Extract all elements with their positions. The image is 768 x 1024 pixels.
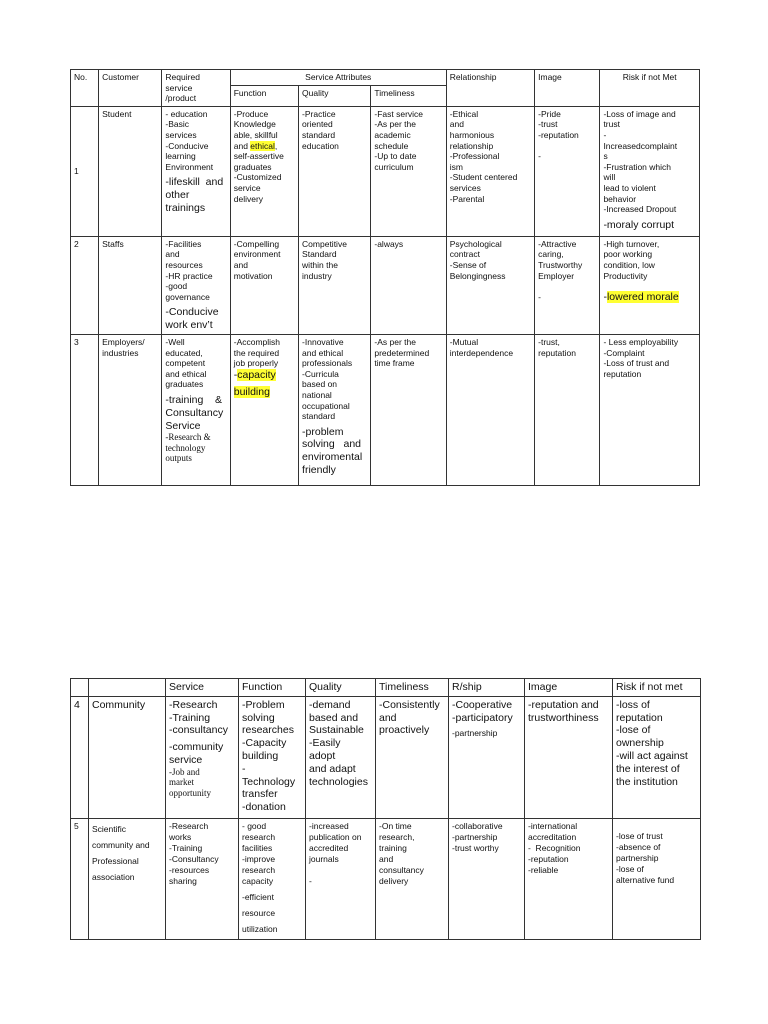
header-relationship: Relationship	[446, 70, 534, 107]
cell-line: graduates	[233, 161, 272, 172]
cell-line: -Cooperative	[452, 698, 513, 711]
cell-line: Trustworthy	[538, 259, 583, 270]
timeliness-cell	[376, 696, 449, 818]
relationship-cell	[446, 236, 534, 334]
cell-line: -community	[169, 741, 224, 754]
cell-line: -lose of	[616, 863, 644, 874]
cell-line: Psychological	[449, 238, 502, 249]
cell-line: -collaborative	[452, 820, 503, 831]
cell-line: -Problem	[242, 698, 285, 711]
cell-line: capacity	[242, 875, 274, 886]
cell-line: -Conducive	[165, 140, 209, 151]
header-quality: Quality	[306, 679, 376, 697]
cell-line: Increasedcomplaint	[603, 140, 678, 151]
cell-line: technologies	[309, 775, 368, 788]
cell-line: -reputation	[528, 853, 569, 864]
relationship-cell	[449, 818, 525, 939]
highlighted-text: lowered morale	[606, 291, 679, 304]
cell-line: -Fast service	[374, 108, 424, 119]
table-row-community	[71, 696, 701, 818]
cell-line: schedule	[374, 140, 409, 151]
cell-line: /product	[165, 93, 197, 104]
cell-line: -donation	[242, 801, 286, 814]
cell-line: -As per the	[374, 119, 416, 130]
cell-line: -lifeskill and	[165, 176, 224, 189]
cell-line: training	[379, 842, 407, 853]
risk-cell	[613, 818, 701, 939]
cell-line: technology	[165, 442, 206, 453]
cell-line: association	[92, 871, 135, 882]
cell-line: Consultancy	[165, 406, 224, 419]
cell-line: curriculum	[374, 161, 414, 172]
risk-cell	[600, 334, 700, 485]
cell-line: ism	[449, 161, 463, 172]
cell-line: -Loss of trust and	[603, 358, 670, 369]
cell-line: transfer	[242, 788, 278, 801]
cell-line: resources	[165, 259, 203, 270]
cell-line: -demand	[309, 698, 351, 711]
timeliness-cell	[371, 334, 446, 485]
cell-line: self-assertive	[233, 151, 284, 162]
cell-line: friendly	[302, 464, 336, 477]
cell-line: building	[242, 749, 279, 762]
cell-line: -Compelling	[233, 238, 280, 249]
cell-line: -absence of	[616, 841, 661, 852]
cell-line	[309, 865, 372, 876]
cell-line: s	[603, 151, 608, 162]
cell-line: adopt	[309, 749, 336, 762]
header-service: Service	[166, 679, 239, 697]
customer-cell: Community	[89, 696, 166, 818]
cell-line: -partnership	[452, 831, 498, 842]
image-cell	[535, 106, 600, 236]
cell-line: service	[169, 753, 203, 766]
cell-line: education	[302, 140, 339, 151]
cell-line: -Produce	[233, 108, 269, 119]
cell-line: partnership	[616, 852, 659, 863]
header-no: No.	[71, 70, 99, 107]
cell-line: trainings	[165, 201, 206, 214]
customer-cell: Staffs	[99, 236, 162, 334]
cell-line: -Job and	[169, 766, 200, 777]
table-row-student	[71, 106, 700, 236]
cell-line: -reputation	[538, 129, 579, 140]
cell-line: ownership	[616, 737, 664, 750]
cell-line: utilization	[242, 923, 278, 934]
header-image: Image	[535, 70, 600, 107]
cell-line: -lose of trust	[616, 830, 663, 841]
cell-line: -Sense of	[449, 259, 487, 270]
image-cell	[525, 696, 613, 818]
header-image: Image	[525, 679, 613, 697]
header-function: Function	[239, 679, 306, 697]
cell-line: standard	[302, 129, 336, 140]
cell-line	[538, 281, 596, 292]
cell-line: services	[449, 182, 481, 193]
cell-line: behavior	[603, 193, 637, 204]
quality-cell	[299, 334, 371, 485]
header-function: Function	[230, 85, 298, 106]
cell-line: occupational	[302, 400, 350, 411]
cell-line: the institution	[616, 775, 678, 788]
cell-line: and	[165, 249, 180, 260]
cell-line: -always	[374, 238, 404, 249]
function-cell: -Produce Knowledge able, skillful and ethical, self-assertive graduates -Customized service delivery	[230, 106, 298, 236]
row-number: 5	[71, 818, 89, 939]
cell-line: -	[309, 875, 312, 886]
cell-line: -Mutual	[449, 336, 479, 347]
header-relationship: R/ship	[449, 679, 525, 697]
cell-line: -Up to date	[374, 151, 417, 162]
header-timeliness: Timeliness	[376, 679, 449, 697]
cell-line: work env’t	[165, 319, 213, 332]
cell-line: enviromental	[302, 451, 363, 464]
cell-line: -Conducive	[165, 306, 219, 319]
cell-line: and	[449, 119, 464, 130]
cell-line: motivation	[233, 270, 273, 281]
cell-line: works	[169, 831, 192, 842]
highlighted-text: ethical	[250, 140, 275, 151]
cell-line: -High turnover,	[603, 238, 660, 249]
cell-line: service	[165, 82, 193, 93]
relationship-cell	[446, 106, 534, 236]
cell-line: Service	[165, 419, 201, 432]
cell-line: community and	[92, 839, 150, 850]
function-cell: -Accomplish the required job properly -capacity building	[230, 334, 298, 485]
cell-line: -Training	[169, 711, 211, 724]
cell-line: standard	[302, 411, 336, 422]
cell-line: Technology	[242, 775, 296, 788]
cell-line: -Well	[165, 336, 185, 347]
cell-line: accreditation	[528, 831, 577, 842]
relationship-cell	[446, 334, 534, 485]
cell-line: -Student centered	[449, 172, 518, 183]
cell-line: -Innovative	[302, 336, 344, 347]
cell-line: able, skillful	[233, 129, 278, 140]
cell-line: national	[302, 389, 332, 400]
cell-line: -consultancy	[169, 724, 228, 737]
cell-line: educated,	[165, 347, 203, 358]
cell-line: -Research	[169, 698, 218, 711]
relationship-cell: -Cooperative -participatory -partnership	[449, 696, 525, 818]
cell-line: learning	[165, 151, 196, 162]
cell-line: -	[603, 129, 607, 140]
cell-line: - Recognition	[528, 842, 581, 853]
cell-line: -Consultancy	[169, 853, 219, 864]
cell-line: Standard	[302, 249, 337, 260]
cell-line: -improve	[242, 853, 276, 864]
cell-line: -trust worthy	[452, 842, 499, 853]
quality-cell	[299, 106, 371, 236]
cell-line: research	[242, 831, 276, 842]
cell-line: -Curricula	[302, 368, 339, 379]
cell-line: professionals	[302, 358, 353, 369]
cell-line: sharing	[169, 875, 197, 886]
cell-line: delivery	[233, 193, 264, 204]
cell-line: research,	[379, 831, 415, 842]
cell-line: caring,	[538, 249, 564, 260]
cell-line: harmonious	[449, 129, 495, 140]
table-row-employers	[71, 334, 700, 485]
cell-line: graduates	[165, 379, 204, 390]
cell-line: environment	[233, 249, 281, 260]
cell-line: - good	[242, 820, 267, 831]
row-number: 1	[71, 106, 99, 236]
cell-line: -On time	[379, 820, 412, 831]
cell-line: the required	[233, 347, 280, 358]
cell-line: solving and	[302, 438, 362, 451]
cell-line: predetermined	[374, 347, 430, 358]
cell-line: condition, low	[603, 259, 655, 270]
cell-line: Knowledge	[233, 119, 276, 130]
cell-line: and	[233, 259, 248, 270]
table-row-scientific-community	[71, 818, 701, 939]
cell-line: and	[379, 853, 394, 864]
function-cell	[230, 236, 298, 334]
highlighted-text: capacity	[237, 368, 276, 381]
service-cell	[166, 818, 239, 939]
cell-line: accredited	[309, 842, 349, 853]
cell-line: -resources	[169, 864, 210, 875]
cell-line: -problem	[302, 425, 344, 438]
cell-line	[538, 141, 596, 152]
header-timeliness: Timeliness	[371, 85, 446, 106]
cell-line: -Consistently	[379, 698, 440, 711]
cell-line: -Training	[169, 842, 203, 853]
cell-line: trust	[603, 119, 620, 130]
cell-line: -Loss of image and	[603, 108, 676, 119]
header-quality: Quality	[299, 85, 371, 106]
quality-cell	[306, 696, 376, 818]
cell-line: -reputation and	[528, 698, 599, 711]
cell-line: -trust	[538, 119, 558, 130]
cell-line: resource	[242, 907, 276, 918]
row-number: 3	[71, 334, 99, 485]
cell-line: -efficient	[242, 891, 274, 902]
cell-line: publication on	[309, 831, 362, 842]
cell-line: Environment	[165, 161, 214, 172]
cell-line: -Attractive	[538, 238, 577, 249]
function-cell	[239, 818, 306, 939]
timeliness-cell	[371, 236, 446, 334]
cell-line: -	[538, 291, 541, 302]
header-risk: Risk if not met	[613, 679, 701, 697]
cell-line: opportunity	[169, 787, 211, 798]
cell-line: -Easily	[309, 737, 341, 750]
cell-line: - Less employability	[603, 336, 679, 347]
service-cell	[166, 696, 239, 818]
cell-line: -Basic	[165, 119, 190, 130]
cell-line: -training &	[165, 393, 223, 406]
cell-line: Belongingness	[449, 270, 506, 281]
cell-line: -international	[528, 820, 578, 831]
customer-requirements-table	[70, 69, 700, 486]
timeliness-cell	[376, 818, 449, 939]
cell-line: -Customized	[233, 172, 282, 183]
cell-line: based and	[309, 711, 359, 724]
cell-line: and ethical	[302, 347, 344, 358]
cell-line: and adapt	[309, 762, 356, 775]
cell-line: -Ethical	[449, 108, 479, 119]
cell-line: trustworthiness	[528, 711, 599, 724]
cell-line: reputation	[603, 368, 642, 379]
cell-line: -Complaint	[603, 347, 645, 358]
cell-line: -will act against	[616, 749, 688, 762]
cell-line: -Frustration which	[603, 161, 671, 172]
risk-cell: -Loss of image and trust - Increasedcomplaint s -Frustration which will lead to violent behavior -Increased Dropout -moraly corrupt	[600, 106, 700, 236]
required-cell	[162, 334, 230, 485]
cell-line: governance	[165, 291, 210, 302]
cell-line: -good	[165, 281, 188, 292]
cell-line: -Pride	[538, 108, 561, 119]
cell-line: -Research &	[165, 432, 211, 443]
community-requirements-table	[70, 678, 701, 940]
timeliness-cell	[371, 106, 446, 236]
cell-line: -	[242, 762, 246, 775]
cell-line: Sustainable	[309, 724, 364, 737]
header-required-service	[162, 70, 230, 107]
cell-line: -As per the	[374, 336, 416, 347]
cell-line: alternative fund	[616, 874, 675, 885]
cell-line: academic	[374, 129, 411, 140]
cell-line: based on	[302, 379, 338, 390]
cell-line: researches	[242, 724, 294, 737]
table2-header-row	[71, 679, 701, 697]
cell-line: outputs	[165, 453, 192, 464]
cell-line: will	[603, 172, 616, 183]
cell-line: lead to violent	[603, 182, 656, 193]
cell-line: -Parental	[449, 193, 485, 204]
image-cell	[535, 334, 600, 485]
cell-line: delivery	[379, 875, 409, 886]
cell-line: Required	[165, 72, 200, 82]
cell-line: contract	[449, 249, 480, 260]
cell-line: poor working	[603, 249, 653, 260]
cell-line: - education	[165, 108, 208, 119]
cell-line: -increased	[309, 820, 349, 831]
image-cell	[535, 236, 600, 334]
cell-line: -trust,	[538, 336, 560, 347]
cell-line: -Practice	[302, 108, 336, 119]
cell-line: Productivity	[603, 270, 648, 281]
cell-line: -Accomplish	[233, 336, 281, 347]
cell-line: time frame	[374, 358, 415, 369]
cell-line: journals	[309, 853, 339, 864]
risk-cell	[613, 696, 701, 818]
cell-line: research	[242, 864, 276, 875]
cell-line: Scientific	[92, 823, 127, 834]
row-number: 4	[71, 696, 89, 818]
cell-line: and	[379, 711, 397, 724]
cell-line: reputation	[616, 711, 663, 724]
highlighted-text: building	[233, 385, 270, 398]
table1-header-row-1	[71, 70, 700, 86]
quality-cell	[299, 236, 371, 334]
cell-line: -Research	[169, 820, 209, 831]
cell-line: -loss of	[616, 698, 650, 711]
cell-line: competent	[165, 358, 206, 369]
cell-line: and ethical	[165, 368, 207, 379]
cell-line: -	[538, 151, 541, 162]
customer-cell	[89, 818, 166, 939]
cell-line: service	[233, 182, 261, 193]
cell-line: market	[169, 777, 194, 788]
cell-line: proactively	[379, 724, 430, 737]
cell-line: interdependence	[449, 347, 514, 358]
customer-cell: Employers/ industries	[99, 334, 162, 485]
header-risk: Risk if not Met	[600, 70, 700, 107]
cell-line: industry	[302, 270, 332, 281]
table-row-staffs	[71, 236, 700, 334]
required-cell	[162, 106, 230, 236]
risk-cell: -High turnover, poor working condition, low Productivity -lowered morale	[600, 236, 700, 334]
cell-line: -HR practice	[165, 270, 213, 281]
function-cell	[239, 696, 306, 818]
cell-line: -Capacity	[242, 737, 287, 750]
header-service-attributes: Service Attributes	[230, 70, 446, 86]
header-customer: Customer	[99, 70, 162, 107]
cell-line: solving	[242, 711, 275, 724]
cell-line: -participatory	[452, 711, 513, 724]
cell-line: oriented	[302, 119, 333, 130]
cell-line: Professional	[92, 855, 139, 866]
cell-line: facilities	[242, 842, 273, 853]
cell-line: services	[165, 129, 197, 140]
cell-line: Competitive	[302, 238, 347, 249]
cell-line: job properly	[233, 358, 279, 369]
header-blank	[89, 679, 166, 697]
row-number: 2	[71, 236, 99, 334]
header-blank	[71, 679, 89, 697]
cell-line: -lose of	[616, 724, 651, 737]
cell-line: -reliable	[528, 864, 559, 875]
cell-line: Employer	[538, 270, 575, 281]
cell-line: -Increased Dropout	[603, 204, 677, 215]
cell-line: -Facilities	[165, 238, 202, 249]
quality-cell	[306, 818, 376, 939]
cell-line: relationship	[449, 140, 494, 151]
cell-line: consultancy	[379, 864, 424, 875]
cell-line: -Professional	[449, 151, 500, 162]
image-cell	[525, 818, 613, 939]
customer-cell: Student	[99, 106, 162, 236]
required-cell	[162, 236, 230, 334]
cell-line: within the	[302, 259, 338, 270]
cell-line: the interest of	[616, 762, 680, 775]
cell-line: reputation	[538, 347, 576, 358]
cell-line: other	[165, 189, 190, 202]
